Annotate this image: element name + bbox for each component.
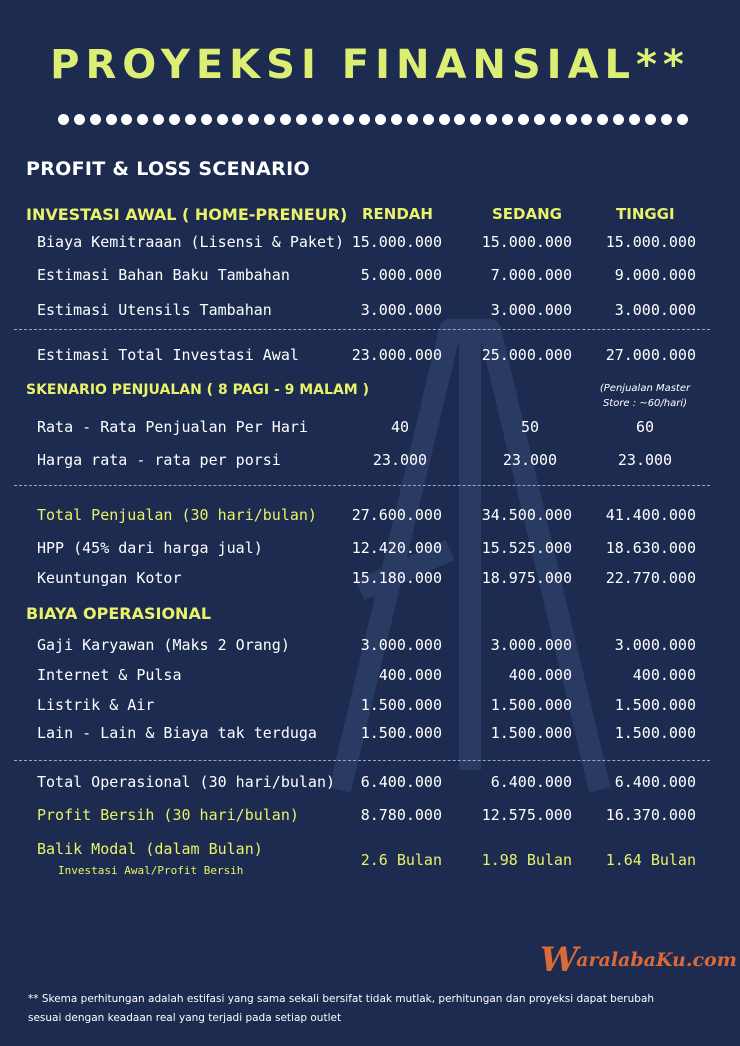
row-label: Rata - Rata Penjualan Per Hari: [37, 418, 308, 436]
row-label: Biaya Kemitraaan (Lisensi & Paket): [37, 233, 345, 251]
master-store-note: [580, 381, 710, 411]
page-title: PROYEKSI FINANSIAL**: [50, 42, 690, 88]
logo-suffix: Ku.com: [655, 949, 737, 971]
value-low: 23.000: [372, 451, 428, 469]
logo-text: aralaba: [576, 949, 656, 971]
table-row: [0, 418, 740, 442]
note-line: (Penjualan Master: [599, 383, 691, 394]
operasional-heading: BIAYA OPERASIONAL: [26, 604, 212, 623]
value-mid: 50: [520, 418, 540, 436]
table-row: [0, 666, 740, 690]
table-row: [0, 569, 740, 593]
value-low: 1.500.000: [360, 724, 442, 742]
column-header-high: TINGGI: [616, 205, 675, 223]
row-label: Balik Modal (dalam Bulan): [37, 840, 263, 858]
row-label: Gaji Karyawan (Maks 2 Orang): [37, 636, 290, 654]
value-low: 3.000.000: [360, 636, 442, 654]
value-mid: 15.525.000: [481, 539, 572, 557]
dashed-divider: [14, 485, 710, 486]
penjualan-heading: SKENARIO PENJUALAN ( 8 PAGI - 9 MALAM ): [26, 382, 369, 398]
value-mid: 3.000.000: [490, 301, 572, 319]
table-row: [0, 636, 740, 660]
table-row: [0, 696, 740, 720]
column-header-low: RENDAH: [362, 205, 433, 223]
balik-modal-sublabel: Investasi Awal/Profit Bersih: [58, 864, 244, 877]
value-high: 23.000: [617, 451, 673, 469]
value-high: 3.000.000: [614, 636, 696, 654]
value-mid: 25.000.000: [481, 346, 572, 364]
section-title: PROFIT & LOSS SCENARIO: [26, 158, 310, 180]
value-low: 2.6 Bulan: [360, 851, 442, 869]
waralabaku-logo: [540, 940, 737, 980]
row-label: Estimasi Utensils Tambahan: [37, 301, 272, 319]
row-label: Internet & Pulsa: [37, 666, 182, 684]
value-mid: 12.575.000: [481, 806, 572, 824]
investasi-heading: INVESTASI AWAL ( HOME-PRENEUR): [26, 205, 348, 224]
value-low: 15.000.000: [351, 233, 442, 251]
value-high: 6.400.000: [614, 773, 696, 791]
table-row: [0, 724, 740, 748]
value-low: 12.420.000: [351, 539, 442, 557]
dashed-divider: [14, 329, 710, 330]
value-mid: 1.98 Bulan: [481, 851, 572, 869]
value-mid: 1.500.000: [490, 696, 572, 714]
logo-initial: W: [540, 940, 579, 980]
value-mid: 15.000.000: [481, 233, 572, 251]
column-header-mid: SEDANG: [492, 205, 562, 223]
value-low: 8.780.000: [360, 806, 442, 824]
value-high: 60: [635, 418, 655, 436]
footer-line: ** Skema perhitungan adalah estifasi yang sama sekali bersifat tidak mutlak, perhitungan dan proyeksi dapat berubah: [28, 993, 655, 1005]
row-label: Profit Bersih (30 hari/bulan): [37, 806, 299, 824]
value-mid: 7.000.000: [490, 266, 572, 284]
value-high: 3.000.000: [614, 301, 696, 319]
value-high: 18.630.000: [605, 539, 696, 557]
footer-disclaimer: [28, 990, 718, 1028]
table-row: [0, 539, 740, 563]
value-mid: 18.975.000: [481, 569, 572, 587]
row-label: Total Operasional (30 hari/bulan): [37, 773, 336, 791]
value-mid: 6.400.000: [490, 773, 572, 791]
value-mid: 3.000.000: [490, 636, 572, 654]
row-label: Estimasi Total Investasi Awal: [37, 346, 299, 364]
value-mid: 23.000: [502, 451, 558, 469]
value-high: 1.64 Bulan: [605, 851, 696, 869]
value-high: 1.500.000: [614, 696, 696, 714]
value-low: 27.600.000: [351, 506, 442, 524]
table-row: [0, 266, 740, 290]
row-label: Estimasi Bahan Baku Tambahan: [37, 266, 290, 284]
value-high: 15.000.000: [605, 233, 696, 251]
footer-line: sesuai dengan keadaan real yang terjadi pada setiap outlet: [28, 1012, 342, 1024]
row-label: Harga rata - rata per porsi: [37, 451, 281, 469]
value-high: 9.000.000: [614, 266, 696, 284]
value-high: 400.000: [632, 666, 696, 684]
row-label: Total Penjualan (30 hari/bulan): [37, 506, 317, 524]
table-row: [0, 233, 740, 257]
value-low: 40: [390, 418, 410, 436]
value-low: 5.000.000: [360, 266, 442, 284]
value-high: 41.400.000: [605, 506, 696, 524]
total-penjualan-row: [0, 506, 740, 530]
total-investasi-row: [0, 346, 740, 370]
value-low: 1.500.000: [360, 696, 442, 714]
value-mid: 34.500.000: [481, 506, 572, 524]
value-low: 15.180.000: [351, 569, 442, 587]
value-high: 1.500.000: [614, 724, 696, 742]
value-mid: 400.000: [508, 666, 572, 684]
value-mid: 1.500.000: [490, 724, 572, 742]
value-low: 6.400.000: [360, 773, 442, 791]
row-label: Lain - Lain & Biaya tak terduga: [37, 724, 317, 742]
row-label: Listrik & Air: [37, 696, 155, 714]
value-high: 16.370.000: [605, 806, 696, 824]
table-row: [0, 451, 740, 475]
dashed-divider: [14, 760, 710, 761]
dot-divider: [58, 114, 688, 128]
value-low: 3.000.000: [360, 301, 442, 319]
value-high: 27.000.000: [605, 346, 696, 364]
value-low: 400.000: [378, 666, 442, 684]
row-label: Keuntungan Kotor: [37, 569, 182, 587]
value-high: 22.770.000: [605, 569, 696, 587]
profit-bersih-row: [0, 806, 740, 830]
table-row: [0, 301, 740, 325]
note-line: Store : ~60/hari): [602, 398, 688, 409]
value-low: 23.000.000: [351, 346, 442, 364]
total-operasional-row: [0, 773, 740, 797]
row-label: HPP (45% dari harga jual): [37, 539, 263, 557]
